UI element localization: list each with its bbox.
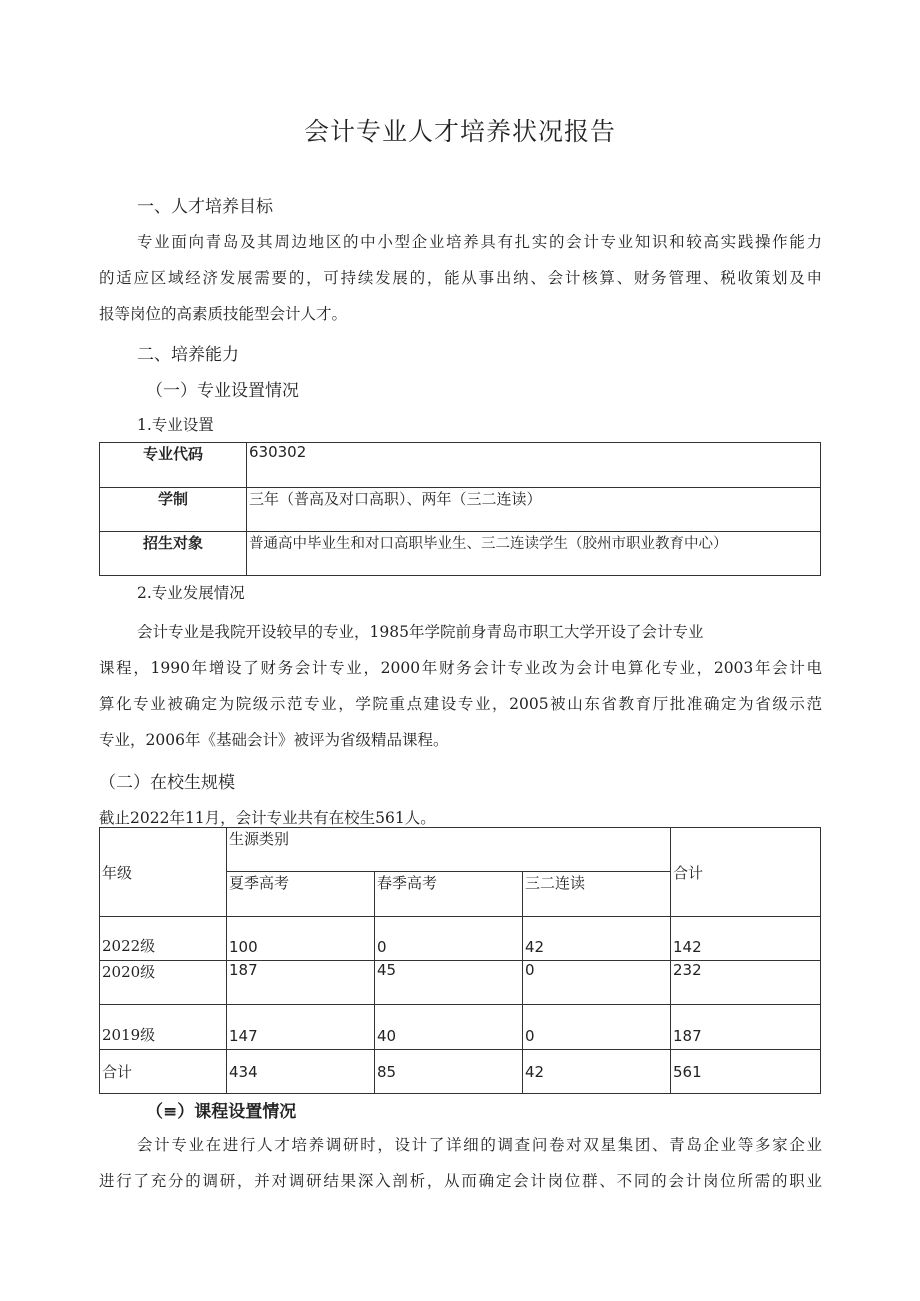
total-cell: 187 (671, 1005, 821, 1050)
table-row (100, 1005, 821, 1050)
target-value: 普通高中毕业生和对口高职毕业生、三二连读学生（胶州市职业教育中心） (247, 532, 821, 576)
enrollment-intro: 截止2022年11月，会计专业共有在校生561人。 (99, 809, 436, 827)
dev-para-line-2: 课程，1990年增设了财务会计专业，2000年财务会计专业改为会计电算化专业，2003年会计电 (99, 659, 822, 677)
s1-para-line-1: 专业面向青岛及其周边地区的中小型企业培养具有扎实的会计专业知识和较高实践操作能力 (137, 233, 822, 251)
three-two-cell: 0 (523, 961, 671, 1005)
table-row (100, 1050, 821, 1094)
page-title: 会计专业人才培养状况报告 (303, 117, 616, 146)
subsection-course-setup: （≡）课程设置情况 (146, 1102, 297, 1122)
spring-cell: 0 (375, 917, 523, 961)
header-spring-exam: 春季高考 (375, 872, 523, 917)
course-para-line-2: 进行了充分的调研，并对调研结果深入剖析，从而确定会计岗位群、不同的会计岗位所需的职业 (99, 1172, 822, 1190)
subsection-major-setup: （一）专业设置情况 (146, 381, 299, 401)
three-two-cell: 0 (523, 1005, 671, 1050)
duration-value: 三年（普高及对口高职）、两年（三二连读） (247, 488, 821, 532)
three-two-cell: 42 (523, 1050, 671, 1094)
table-row (100, 443, 821, 488)
s1-para-line-3: 报等岗位的高素质技能型会计人才。 (99, 305, 348, 323)
header-summer-exam: 夏季高考 (227, 872, 375, 917)
item-major-setting: 1.专业设置 (137, 416, 214, 434)
header-three-two: 三二连读 (523, 872, 671, 917)
dev-para-line-3: 算化专业被确定为院级示范专业，学院重点建设专业，2005被山东省教育厅批准确定为省级示范 (99, 695, 822, 713)
spring-cell: 40 (375, 1005, 523, 1050)
header-source-category: 生源类别 (227, 828, 671, 872)
total-cell: 142 (671, 917, 821, 961)
header-grade: 年级 (100, 828, 227, 917)
spring-cell: 45 (375, 961, 523, 1005)
summer-cell: 147 (227, 1005, 375, 1050)
table-row (100, 828, 821, 872)
summer-cell: 100 (227, 917, 375, 961)
target-label: 招生对象 (100, 532, 247, 576)
summer-cell: 434 (227, 1050, 375, 1094)
header-total: 合计 (671, 828, 821, 917)
total-cell: 232 (671, 961, 821, 1005)
table-row (100, 917, 821, 961)
table-row (100, 532, 821, 576)
major-code-label: 专业代码 (100, 443, 247, 488)
summer-cell: 187 (227, 961, 375, 1005)
dev-para-line-4: 专业，2006年《基础会计》被评为省级精品课程。 (99, 731, 449, 749)
subsection-enrollment: （二）在校生规模 (99, 773, 235, 793)
s1-para-line-2: 的适应区域经济发展需要的，可持续发展的，能从事出纳、会计核算、财务管理、税收策划及申 (99, 269, 822, 287)
course-para-line-1: 会计专业在进行人才培养调研时，设计了详细的调查问卷对双星集团、青岛企业等多家企业 (137, 1136, 822, 1154)
duration-label: 学制 (100, 488, 247, 532)
major-table (99, 442, 821, 576)
dev-para-line-1: 会计专业是我院开设较早的专业，1985年学院前身青岛市职工大学开设了会计专业 (137, 623, 704, 641)
spring-cell: 85 (375, 1050, 523, 1094)
section-1-heading: 一、人才培养目标 (137, 197, 273, 217)
table-row (100, 488, 821, 532)
grade-cell: 合计 (100, 1050, 227, 1094)
grade-cell: 2022级 (100, 917, 227, 961)
grade-cell: 2020级 (100, 961, 227, 1005)
major-code-value: 630302 (247, 443, 821, 488)
item-major-development: 2.专业发展情况 (137, 584, 245, 602)
enrollment-table (99, 827, 821, 1094)
table-row (100, 961, 821, 1005)
grade-cell: 2019级 (100, 1005, 227, 1050)
three-two-cell: 42 (523, 917, 671, 961)
section-2-heading: 二、培养能力 (137, 345, 239, 365)
total-cell: 561 (671, 1050, 821, 1094)
